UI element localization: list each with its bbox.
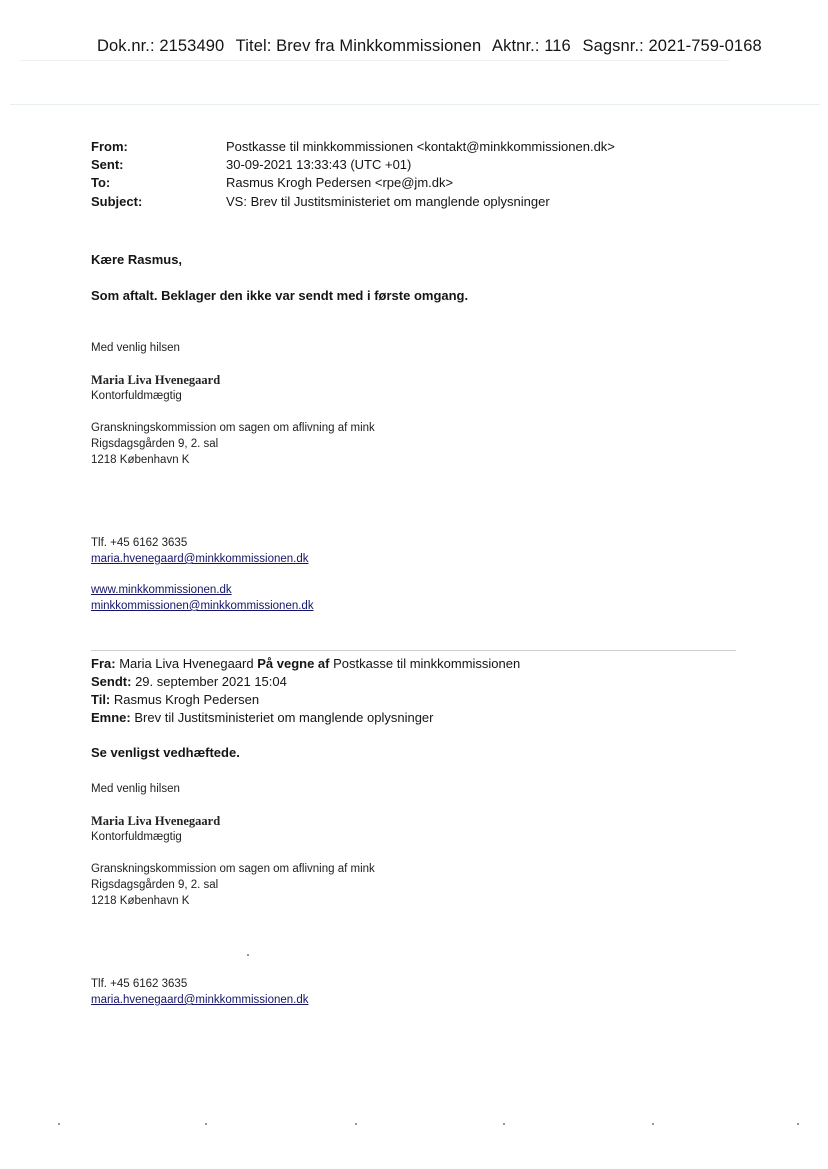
fwd-from-mailbox: Postkasse til minkkommissionen — [333, 656, 521, 671]
fwd-sent-line — [91, 674, 287, 689]
to-label: To: — [91, 175, 111, 190]
fwd-sent-value: 29. september 2021 15:04 — [135, 674, 287, 689]
subject-value: VS: Brev til Justitsministeriet om manglende oplysninger — [226, 194, 550, 209]
signature-name-2: Maria Liva Hvenegaard — [91, 814, 221, 828]
signature-title-2: Kontorfuldmægtig — [91, 831, 182, 843]
scan-speck — [247, 954, 249, 956]
message-body: Som aftalt. Beklager den ikke var sendt med i første omgang. — [91, 288, 469, 303]
sent-label: Sent: — [91, 157, 124, 172]
closing: Med venlig hilsen — [91, 342, 180, 354]
signature-title: Kontorfuldmægtig — [91, 390, 182, 402]
signature-phone: Tlf. +45 6162 3635 — [91, 537, 188, 549]
scan-speck — [652, 1123, 654, 1125]
fwd-to-label: Til: — [91, 692, 111, 707]
from-label: From: — [91, 139, 128, 154]
fwd-to-value: Rasmus Krogh Pedersen — [113, 692, 260, 707]
greeting: Kære Rasmus, — [91, 252, 183, 267]
signature-address-1: Rigsdagsgården 9, 2. sal — [91, 438, 219, 450]
scan-speck — [355, 1123, 357, 1125]
scan-artifact-line — [20, 60, 730, 61]
signature-address-2: 1218 København K — [91, 454, 190, 466]
sent-value: 30-09-2021 13:33:43 (UTC +01) — [226, 157, 412, 172]
from-value: Postkasse til minkkommissionen <kontakt@minkkommissionen.dk> — [226, 139, 615, 154]
scan-speck — [503, 1123, 505, 1125]
titel-label: Titel: — [235, 37, 272, 55]
fwd-subject-line — [91, 710, 434, 725]
fwd-on-behalf: På vegne af — [257, 656, 330, 671]
signature-phone-2: Tlf. +45 6162 3635 — [91, 978, 188, 990]
forward-separator — [91, 650, 736, 651]
sagsnr-value: 2021-759-0168 — [648, 37, 762, 55]
fwd-subject-label: Emne: — [91, 710, 131, 725]
fwd-subject-value: Brev til Justitsministeriet om manglende oplysninger — [134, 710, 434, 725]
signature-org-2: Granskningskommission om sagen om aflivning af mink — [91, 863, 375, 875]
fwd-to-line — [91, 692, 259, 707]
fwd-message-body: Se venligst vedhæftede. — [91, 745, 240, 760]
scan-speck — [58, 1123, 60, 1125]
scan-speck — [797, 1123, 799, 1125]
closing-2: Med venlig hilsen — [91, 783, 180, 795]
aktnr-label: Aktnr.: — [492, 37, 540, 55]
to-value: Rasmus Krogh Pedersen <rpe@jm.dk> — [226, 175, 454, 190]
document-header — [97, 37, 762, 56]
fwd-from-name: Maria Liva Hvenegaard — [119, 656, 254, 671]
signature-email-link[interactable]: maria.hvenegaard@minkkommissionen.dk — [91, 553, 309, 565]
fwd-from-line — [91, 656, 520, 671]
website-link[interactable]: www.minkkommissionen.dk — [91, 584, 232, 596]
fwd-from-label: Fra: — [91, 656, 116, 671]
signature-name: Maria Liva Hvenegaard — [91, 373, 221, 387]
general-email-link[interactable]: minkkommissionen@minkkommissionen.dk — [91, 600, 314, 612]
aktnr-value: 116 — [544, 37, 571, 55]
scan-artifact-line — [10, 104, 820, 105]
fwd-sent-label: Sendt: — [91, 674, 132, 689]
scan-speck — [205, 1123, 207, 1125]
signature-address-1-2: Rigsdagsgården 9, 2. sal — [91, 879, 219, 891]
signature-org: Granskningskommission om sagen om aflivning af mink — [91, 422, 375, 434]
titel-value: Brev fra Minkkommissionen — [276, 37, 482, 55]
signature-email-link-2[interactable]: maria.hvenegaard@minkkommissionen.dk — [91, 994, 309, 1006]
subject-label: Subject: — [91, 194, 143, 209]
doknr-label: Dok.nr.: — [97, 37, 155, 55]
doknr-value: 2153490 — [159, 37, 225, 55]
sagsnr-label: Sagsnr.: — [582, 37, 644, 55]
signature-address-2-2: 1218 København K — [91, 895, 190, 907]
